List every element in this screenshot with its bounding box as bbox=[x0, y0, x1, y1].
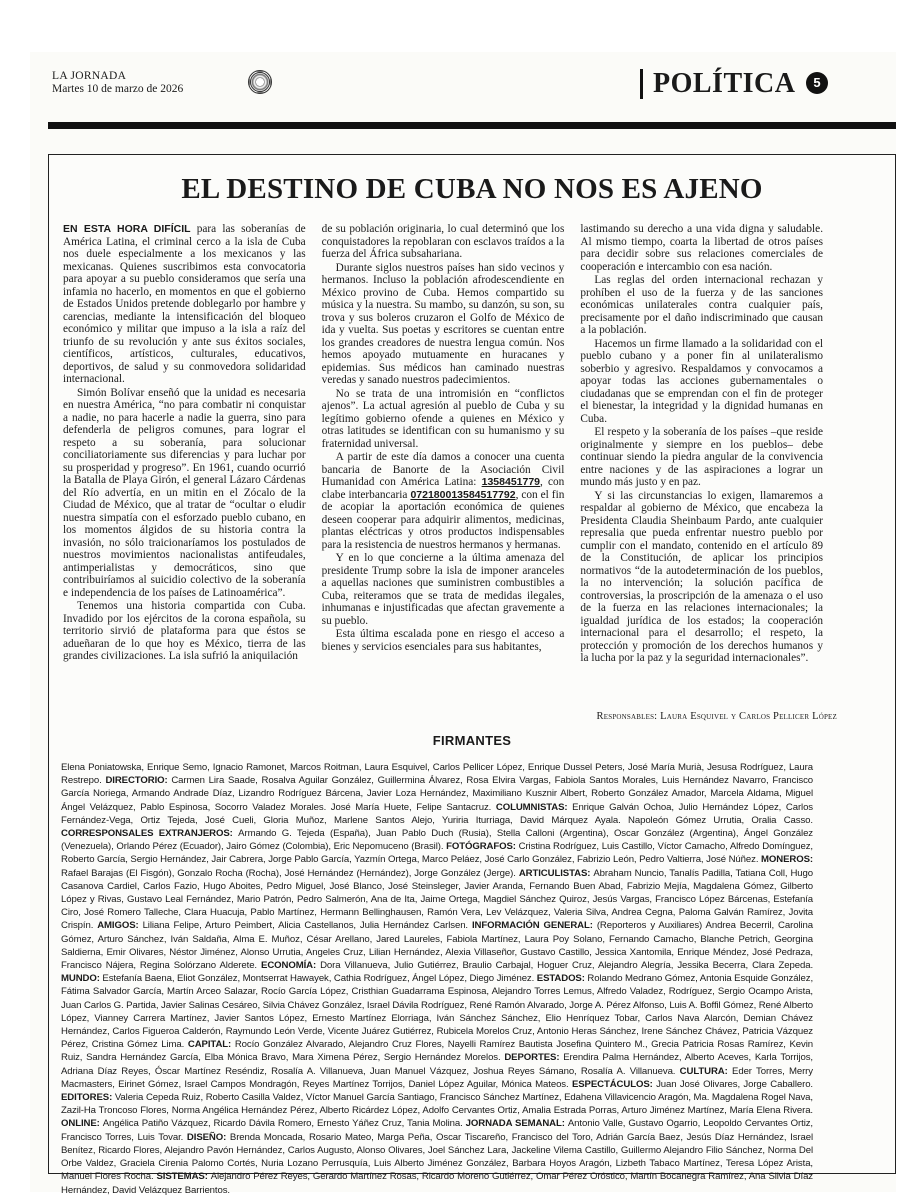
paragraph: Durante siglos nuestros países han sido vecinos y hermanos. Incluso la población afrodescendiente en México provino de Cuba. Hemos compartido su música y la nuestra. Su mambo, su danzón, su son, su trova y sus boleros cruzaron el Golfo de México de ida y vuelta. Sus poetas y escritores se cuentan entre los grandes creadores de nuestra lengua común. Nos hemos apoyado mutuamente en huracanes y epidemias. Sus médicos han caminado nuestras veredas y sanado nuestros padecimientos. bbox=[321, 261, 565, 386]
signatory-group-label: COLUMNISTAS: bbox=[495, 801, 573, 813]
newspaper-page bbox=[30, 52, 896, 1196]
signatory-group-label: DISEÑO: bbox=[186, 1131, 230, 1143]
signatory-names: Estefanía Baena, Eliot González, Montserrat Hawayek, Cathia Rodríguez, Ángel López, Diego Jiménez. bbox=[102, 973, 537, 985]
paragraph bbox=[322, 451, 565, 551]
ad-box bbox=[48, 154, 896, 1196]
signatory-names: Erendira Palma Hernández, Alberto Aceves, Karla Torrijos, Adriana Díaz Reyes, Óscar Martínez Reséndiz, Rosalía A. Villanueva, Juan Manuel Vázquez, Joshua Reyes Sámano, Rosalía A. Villanueva. bbox=[61, 1052, 813, 1077]
signatory-names: Brenda Moncada, Rosario Mateo, Marga Peña, Oscar Tiscareño, Francisco del Toro, Adrián García Baez, Jesús Díaz Hernández, Israel Benítez, Ricardo Flores, Alejandro Pavón Hernández, Carlos Augusto, Alonso Olivares, Joel Sánchez Lara, Jackeline Vilema Castillo, Guillermo Alejandro Filio Sánchez, Norma Del Orbe Valdez, Graciela Cirenia Palomo Cortés, Nuria Lozano Perrusquía, Luis Alberto Jiménez González, Barbara Hoyos Aragón, Lizbeth Tabaco Martínez, Teresa López Arista, Manuel Flores Rocha. bbox=[61, 1131, 813, 1183]
paragraph-text: A partir de este día damos a conocer una cuenta bancaria de Banorte de la Asociación Civil Humanidad con América Latina: bbox=[321, 451, 565, 488]
signatory-group-label: FOTÓGRAFOS: bbox=[446, 841, 519, 853]
signatory-names: Armando G. Tejeda (España), Juan Pablo Duch (Rusia), Stella Calloni (Argentina), Oscar González (Argentina), Ángel González (Venezuela), Orlando Pérez (Ecuador), Jairo Gómez (Colombia), Eric Nepomuceno (Brasil). bbox=[61, 828, 814, 853]
paragraph: Esta última escalada pone en riesgo el acceso a bienes y servicios esenciales para sus habitantes, bbox=[321, 628, 565, 653]
paragraph: Y si las circunstancias lo exigen, llamaremos a respaldar al gobierno de México, que encabeza la Presidenta Claudia Sheinbaum Pardo, ante cualquier represalia que pueda enfrentar nuestro pueblo por cumplir con el mandato, contenido en el artículo 89 de la Constitución, de aplicar los principios normativos “de la autodeterminación de los pueblos, la no intervención; la solución pacífica de controversias, la proscripción de la amenaza o el uso de la fuerza en las relaciones internacionales; la igualdad jurídica de los estados; la cooperación internacional para el desarrollo; el respeto, la protección y promoción de los derechos humanos y la lucha por la paz y la seguridad internacionales”. bbox=[580, 489, 824, 664]
page-number: 5 bbox=[806, 72, 828, 94]
signatory-group-label: CORRESPONSALES EXTRANJEROS: bbox=[61, 828, 239, 840]
paragraph: Simón Bolívar enseñó que la unidad es necesaria en nuestra América, “no para combatir ni conquistar a nadie, no para hacerle a nadie la guerra, sino para defenderla de peligros comunes, para lograr el respeto a su soberanía, para solucionar conciliatoriamente sus diferencias y para luchar por su prosperidad y progreso”. En 1961, cuando ocurrió la Batalla de Playa Girón, el general Lázaro Cárdenas del Río advertía, en un mitin en el Zócalo de la Ciudad de México, que al tratar de “ocultar o eludir nuestra simpatía con el esforzado pueblo cubano, en los momentos álgidos de su historia contra la invasión, no sólo traicionaríamos los postulados de nuestros movimientos nacionalistas antifeudales, antimperialistas y democráticos, sino que contribuiríamos al suicidio colectivo de la soberanía e independencia de los países de Latinoamérica”. bbox=[63, 386, 306, 599]
signatory-group-label: MUNDO: bbox=[61, 973, 103, 985]
paragraph-text: , con clabe interbancaria bbox=[321, 476, 565, 501]
signatory-names: (Reporteros y Auxiliares) Andrea Becerril, Carolina Gómez, Arturo Sánchez, Iván Saldaña, Alma E. Muñoz, César Arellano, Jared Laureles, Fabiola Martínez, Laura Poy Solano, Fernando Camacho, Blanche Petrich, Georgina Saldierna, Emir Olivares, Néstor Jiménez, Alonso Urrutia, Angeles Cruz, Lilian Hernández, Alexia Villaseñor, Gustavo Castillo, Jessica Xantomila, Enrique Méndez, José Pedraza, Francisco Nájera, Regina Solórzano Alderete. bbox=[61, 920, 813, 972]
lead-in: EN ESTA HORA DIFÍCIL bbox=[63, 223, 191, 235]
signatory-group-label: EDITORES: bbox=[61, 1092, 115, 1104]
section-divider bbox=[640, 69, 643, 99]
publication-name: LA JORNADA bbox=[52, 70, 127, 82]
section-header bbox=[640, 66, 795, 102]
signatory-names: Carmen Lira Saade, Rosalva Aguilar González, Guillermina Álvarez, Rosa Elvira Vargas, Fabiola Santos Morales, Luis Hernández Navarro, Francisco García Noriega, Armando Andrade Díaz, Lizandro Rodríguez Bárcena, Javier Loza Hernández, Maximiliano Kusznir Albert, Roberto González Amador, Marcela Aldama, Miguel Ángel Velázquez, Pablo Espinosa, Socorro Valadez Morales. José María Huete, Felipe Santacruz. bbox=[61, 775, 813, 813]
signatory-names: Angélica Patiño Vázquez, Ricardo Dávila Romero, Ernesto Yáñez Cruz, Tania Molina. bbox=[102, 1118, 466, 1130]
signatory-group-label: ESTADOS: bbox=[536, 973, 588, 985]
bank-account-number: 1358451779 bbox=[481, 476, 541, 488]
signatory-group-label: DEPORTES: bbox=[504, 1052, 564, 1064]
signatory-names: Juan José Olivares, Jorge Caballero. bbox=[656, 1078, 813, 1090]
signatory-names: Antonio Valle, Gustavo Ogarrio, Leopoldo Cervantes Ortiz, Francisco Torres, Luis Tovar. bbox=[61, 1118, 813, 1143]
paragraph: Hacemos un firme llamado a la solidaridad con el pueblo cubano y a poner fin al unilateralismo soberbio y agresivo. Respaldamos y convocamos a apoyar todas las acciones gubernamentales o ciudadanas que se emprendan con el fin de proteger el bienestar, la integridad y la dignidad humanas en Cuba. bbox=[580, 337, 824, 425]
signatory-names: Rafael Barajas (El Fisgón), Gonzalo Rocha (Rocha), José Hernández (Hernández), Jorge González (Jerge). bbox=[61, 867, 519, 879]
responsables-line: Responsables: Laura Esquivel y Carlos Pellicer López bbox=[596, 711, 837, 722]
signatory-group-label: MONEROS: bbox=[761, 854, 813, 866]
paragraph-text: , con el fin de acopiar la aportación económica de quienes deseen cooperar para adquirir alimentos, medicinas, plantas eléctricas y otros productos indispensables para la resistencia de nuestros hermanos y hermanas. bbox=[321, 488, 565, 551]
signatories-list bbox=[61, 761, 813, 1197]
signatory-group-label: INFORMACIÓN GENERAL: bbox=[471, 920, 597, 932]
column-1 bbox=[63, 223, 306, 666]
signatory-group-label: JORNADA SEMANAL: bbox=[465, 1118, 568, 1130]
paragraph: Las reglas del orden internacional rechazan y prohíben el uso de la fuerza y de las sanciones económicas unilaterales contra cualquier país, precisamente por el daño indiscriminado que causan a la población. bbox=[580, 274, 824, 336]
signatory-group-label: SISTEMAS: bbox=[156, 1171, 211, 1183]
signatory-group-label: ESPECTÁCULOS: bbox=[571, 1078, 657, 1090]
signatory-names: Eder Torres, Merry Macmasters, Eirinet Gómez, Israel Campos Mondragón, Reyes Martínez Torrijos, Daniel López Aguilar, Mónica Mateos. bbox=[61, 1065, 813, 1090]
signatory-group-label: AMIGOS: bbox=[97, 920, 143, 932]
paragraph: No se trata de una intromisión en “conflictos ajenos”. La actual agresión al pueblo de Cuba y su legítimo gobierno ofende a quienes en México y otras latitudes se identifican con su humanismo y su fraternidad universal. bbox=[321, 387, 565, 450]
signatory-names: Rolando Medrano Gómez, Antonia Esquide González, Fátima Salvador García, Martín Arceo Salazar, Rocío García López, Cristhian Guadarrama Espinosa, Alejandro Torres Lemus, Alfredo Valadez, Rodríguez, Sergio Ocampo Arista, Juan Carlos G. Partida, Javier Salinas Cesáreo, Silvia Chávez González, Israel Dávila Rodríguez, René Ramón Alvarado, Jorge A. Pérez Alfonso, Luis A. Boffil Gómez, René Alberto López, Vianney Carrera Martínez, Javier Santos López, Ernesto Martínez Elorriaga, Iván Sánchez Sánchez, Elio Henríquez Tobar, Carlos Nava Alarcón, Demian Chávez Hernández, Carlos Figueroa Calderón, Raymundo León Verde, Vicente Juárez Gutiérrez, Rubicela Morelos Cruz, Antonio Heras Sánchez, Irene Sánchez Chávez, Patricia Vázquez Pérez, Cristina Gómez Lima. bbox=[61, 973, 814, 1051]
signatory-group-label: CULTURA: bbox=[679, 1065, 733, 1077]
signatory-names: Alejandro Pérez Reyes, Gerardo Martínez Rosas, Ricardo Moreno Gutiérrez, Omar Pérez Oróstico, Martín Bocanegra Ramírez, Ana Silvia Díaz Hernández, David Velázquez Barrientos. bbox=[61, 1171, 813, 1196]
signatory-names: Abraham Nuncio, Tanalís Padilla, Tatiana Coll, Hugo Casanova Cardiel, Carlos Fazio, Hugo Aboites, Pedro Miguel, José Blanco, José Steinsleger, Javier Aranda, Fernando Buen Abad, Fabrizio Mejía, Magdalena Gómez, Gilberto López y Rivas, Gustavo Leal Fernández, Mario Patrón, Pedro Salmerón, Ana de Ita, Jaime Ortega, Magdiel Sánchez Quiroz, Jesús Vargas, Francisco López Bárcenas, Estefanía Ciro, José Romero Talleche, Clara Huacuja, Pablo Martínez, Hermann Bellinghausen, Ramón Vera, Lev Velázquez, Valeria Silva, Andrea Cegna, Paloma Galván Ramírez, Jovita Crispín. bbox=[61, 867, 813, 932]
signatory-group-label: DIRECTORIO: bbox=[105, 775, 172, 787]
signatory-names: Elena Poniatowska, Enrique Semo, Ignacio Ramonet, Marcos Roitman, Laura Esquivel, Carlos Pellicer López, Enrique Dussel Peters, José María Murià, Jesusa Rodríguez, Laura Restrepo. bbox=[61, 762, 813, 787]
ad-columns bbox=[63, 223, 823, 666]
newspaper-logo-icon bbox=[248, 70, 272, 94]
publication-date: Martes 10 de marzo de 2026 bbox=[52, 83, 184, 95]
signatory-names: Valeria Cepeda Ruiz, Roberto Casilla Valdez, Víctor Manuel García Santiago, Francisco Sánchez Martínez, Edahena Villavicencio Aragón, Ma. Magdalena Rogel Nava, Zazil-Ha Troncoso Flores, Norma Angélica Hernández Pérez, Alberto Ricárdez López, Adolfo Cervantes Ortiz, Amalia Estrada Porras, Arturo Jiménez Martínez, María Elena Rivera. bbox=[61, 1092, 813, 1117]
signatory-names: Cristina Rodríguez, Luis Castillo, Víctor Camacho, Alfredo Domínguez, Roberto García, Sergio Hernández, Jair Cabrera, Jorge Pablo García, Yazmín Ortega, Marco Peláez, José Carlo González, Fabrizio León, Pedro Valtierra, José Núñez. bbox=[61, 841, 813, 866]
firmantes-title: FIRMANTES bbox=[432, 733, 512, 748]
signatory-group-label: CAPITAL: bbox=[187, 1039, 235, 1051]
paragraph: lastimando su derecho a una vida digna y saludable. Al mismo tiempo, coarta la libertad de otros países para decidir sobre sus relaciones comerciales de cooperación e intercambio con esa nación. bbox=[580, 223, 824, 273]
paragraph: de su población originaria, lo cual determinó que los conquistadores la repoblaran con esclavos traídos a la fuerza del África subsahariana. bbox=[321, 223, 565, 260]
paragraph: Tenemos una historia compartida con Cuba. Invadido por los ejércitos de la corona española, su territorio sirvió de plataforma para que éstos se adueñaran de lo que hoy es México, tierra de las grandes civilizaciones. La isla sufrió la aniquilación bbox=[63, 600, 306, 662]
signatory-names: Dora Villanueva, Julio Gutiérrez, Braulio Carbajal, Hoguer Cruz, Alejandro Alegría, Jessika Becerra, Clara Zepeda. bbox=[320, 960, 814, 972]
signatory-group-label: ONLINE: bbox=[61, 1118, 103, 1130]
ad-headline: EL DESTINO DE CUBA NO NOS ES AJENO bbox=[181, 173, 763, 205]
paragraph: Y en lo que concierne a la última amenaza del presidente Trump sobre la isla de imponer aranceles a aquellas naciones que suministren combustibles a Cuba, reiteramos que se trata de medidas ilegales, inhumanas e injustificadas que afectan gravemente a su pueblo. bbox=[321, 552, 565, 627]
signatory-group-label: ARTICULISTAS: bbox=[518, 867, 594, 879]
signatory-group-label: ECONOMÍA: bbox=[261, 960, 321, 972]
signatory-names: Liliana Felipe, Arturo Peimbert, Alicia Castellanos, Julia Hernández Carlsen. bbox=[142, 920, 472, 932]
section-title: POLÍTICA bbox=[653, 68, 796, 99]
masthead bbox=[52, 70, 183, 96]
paragraph: El respeto y la soberanía de los países –que reside originalmente y siempre en los pueblos– debe continuar siendo la piedra angular de la convivencia entre naciones y de las aspiraciones a lograr un mundo más justo y en paz. bbox=[580, 426, 824, 488]
column-3 bbox=[580, 223, 823, 666]
paragraph-text: para las soberanías de América Latina, el criminal cerco a la isla de Cuba nos duele especialmente a los mexicanos y las mexicanas. Quienes suscribimos esta convocatoria para apoyar a su pueblo consideramos que sería una infamia no hacerlo, en momentos en que el gobierno de Estados Unidos pretende doblegarlo por hambre y carencias, mediante la intensificación del bloqueo económico y militar que impuso a la isla a raíz del triunfo de su revolución y ante sus éxitos sociales, científicos, artísticos, culturales, educativos, deportivos, de salud y su conmovedora solidaridad internacional. bbox=[63, 223, 306, 385]
header-rule bbox=[48, 122, 896, 129]
signatory-names: Rocío González Alvarado, Alejandro Cruz Flores, Nayelli Ramírez Bautista Josefina Quintero M., Grecia Patricia Rosas Ramírez, Kevin Ruiz, Sandra Hernández García, Elba Mónica Bravo, Mara Ximena Pérez, Sergio Hernández Morelos. bbox=[61, 1039, 813, 1064]
column-2 bbox=[322, 223, 565, 666]
signatory-names: Enrique Galván Ochoa, Julio Hernández López, Carlos Fernández-Vega, Ortiz Tejeda, José Cueli, Gloria Muñoz, Marlene Santos Alejo, Yuriria Iturriaga, David Márquez Ayala. Napoleón Gómez Urrutia, Oralia Casso. bbox=[61, 801, 813, 826]
paragraph bbox=[63, 223, 306, 386]
clabe-number: 072180013584517792 bbox=[410, 488, 516, 501]
